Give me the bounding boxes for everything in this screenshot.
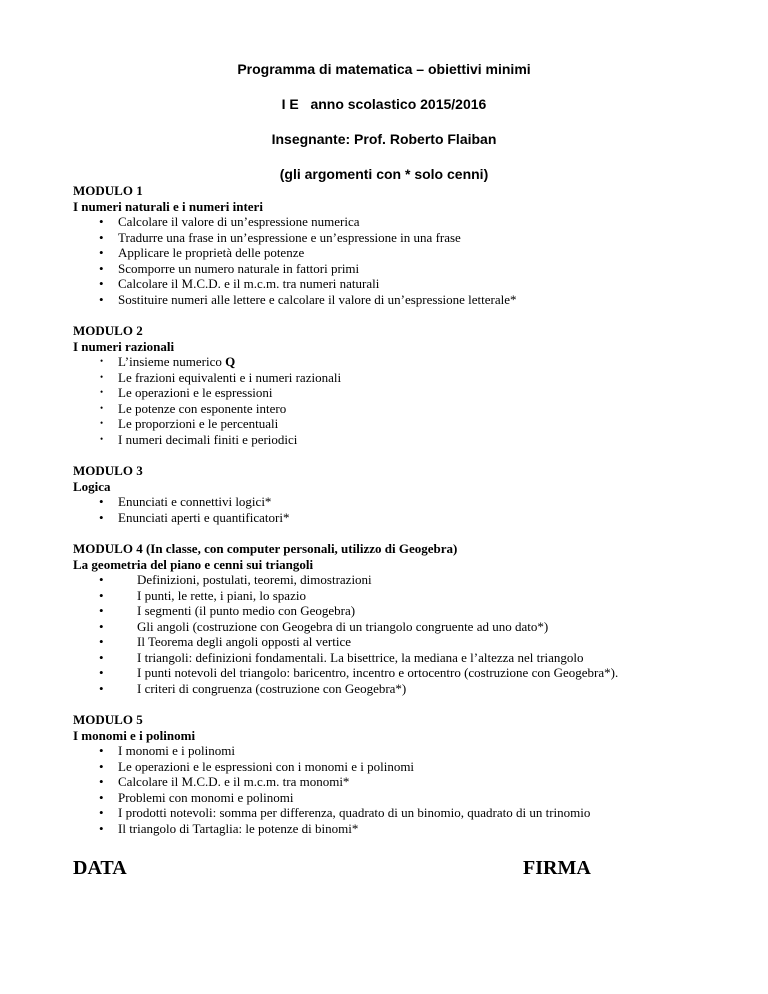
- list-item: • Calcolare il M.C.D. e il m.c.m. tra monomi*: [73, 774, 753, 790]
- list-item: • Le frazioni equivalenti e i numeri razionali: [73, 370, 753, 386]
- module-subtitle: La geometria del piano e cenni sui triangoli: [73, 556, 314, 572]
- list-item: • Gli angoli (costruzione con Geogebra di un triangolo congruente ad uno dato*): [73, 619, 753, 635]
- list-item: • Sostituire numeri alle lettere e calcolare il valore di un’espressione letterale*: [73, 292, 753, 308]
- list-item: • Il triangolo di Tartaglia: le potenze di binomi*: [73, 821, 753, 837]
- header-note: (gli argomenti con * solo cenni): [279, 166, 489, 182]
- list-item: • I punti notevoli del triangolo: baricentro, incentro e ortocentro (costruzione con Geogebra*).: [73, 665, 753, 681]
- teacher-name: Insegnante: Prof. Roberto Flaiban: [271, 131, 497, 147]
- document-header: [0, 60, 768, 200]
- list-item: • Calcolare il M.C.D. e il m.c.m. tra numeri naturali: [73, 276, 753, 292]
- list-item: • I prodotti notevoli: somma per differenza, quadrato di un binomio, quadrato di un trinomio: [73, 805, 753, 821]
- list-item: • Enunciati aperti e quantificatori*: [73, 510, 753, 526]
- list-item: • Le operazioni e le espressioni: [73, 385, 753, 401]
- module-5: [73, 712, 753, 836]
- module-subtitle: I numeri razionali: [73, 338, 175, 354]
- module-list: [73, 214, 753, 307]
- list-item: • Le proporzioni e le percentuali: [73, 416, 753, 432]
- module-subtitle: I monomi e i polinomi: [73, 727, 196, 743]
- list-item: • Scomporre un numero naturale in fattori primi: [73, 261, 753, 277]
- module-title: MODULO 5: [73, 712, 143, 727]
- list-item: • Problemi con monomi e polinomi: [73, 790, 753, 806]
- list-item: • Le potenze con esponente intero: [73, 401, 753, 417]
- list-item: [73, 354, 753, 370]
- module-subtitle: I numeri naturali e i numeri interi: [73, 198, 263, 214]
- list-item: • Il Teorema degli angoli opposti al vertice: [73, 634, 753, 650]
- list-item: • I monomi e i polinomi: [73, 743, 753, 759]
- list-item: • Calcolare il valore di un’espressione numerica: [73, 214, 753, 230]
- module-list: [73, 494, 753, 525]
- set-symbol-q: Q: [225, 354, 236, 369]
- module-3: [73, 463, 753, 525]
- document-title: Programma di matematica – obiettivi minimi: [237, 61, 531, 77]
- list-item: • Applicare le proprietà delle potenze: [73, 245, 753, 261]
- list-item: • I numeri decimali finiti e periodici: [73, 432, 753, 448]
- module-title: MODULO 3: [73, 463, 143, 478]
- module-4: [73, 541, 753, 696]
- list-item: • Enunciati e connettivi logici*: [73, 494, 753, 510]
- date-label: DATA: [73, 857, 127, 879]
- list-item: • Tradurre una frase in un’espressione e un’espressione in una frase: [73, 230, 753, 246]
- module-list: [73, 354, 753, 447]
- list-item: • I criteri di congruenza (costruzione con Geogebra*): [73, 681, 753, 697]
- module-title: MODULO 4 (In classe, con computer personali, utilizzo di Geogebra): [73, 541, 458, 556]
- modules-content: [73, 183, 753, 852]
- module-list: [73, 572, 753, 696]
- list-item: • I triangoli: definizioni fondamentali. La bisettrice, la mediana e l’altezza nel triangolo: [73, 650, 753, 666]
- module-title: MODULO 1: [73, 183, 143, 198]
- class-year: I E anno scolastico 2015/2016: [281, 96, 487, 112]
- module-subtitle: Logica: [73, 478, 111, 494]
- signature-label: FIRMA: [523, 857, 591, 879]
- list-item: • I segmenti (il punto medio con Geogebra): [73, 603, 753, 619]
- list-item: • Le operazioni e le espressioni con i monomi e i polinomi: [73, 759, 753, 775]
- list-item: • Definizioni, postulati, teoremi, dimostrazioni: [73, 572, 753, 588]
- module-1: [73, 183, 753, 307]
- list-item: • I punti, le rette, i piani, lo spazio: [73, 588, 753, 604]
- module-2: [73, 323, 753, 447]
- list-item-text: L’insieme numerico: [118, 354, 226, 369]
- module-title: MODULO 2: [73, 323, 143, 338]
- module-list: [73, 743, 753, 836]
